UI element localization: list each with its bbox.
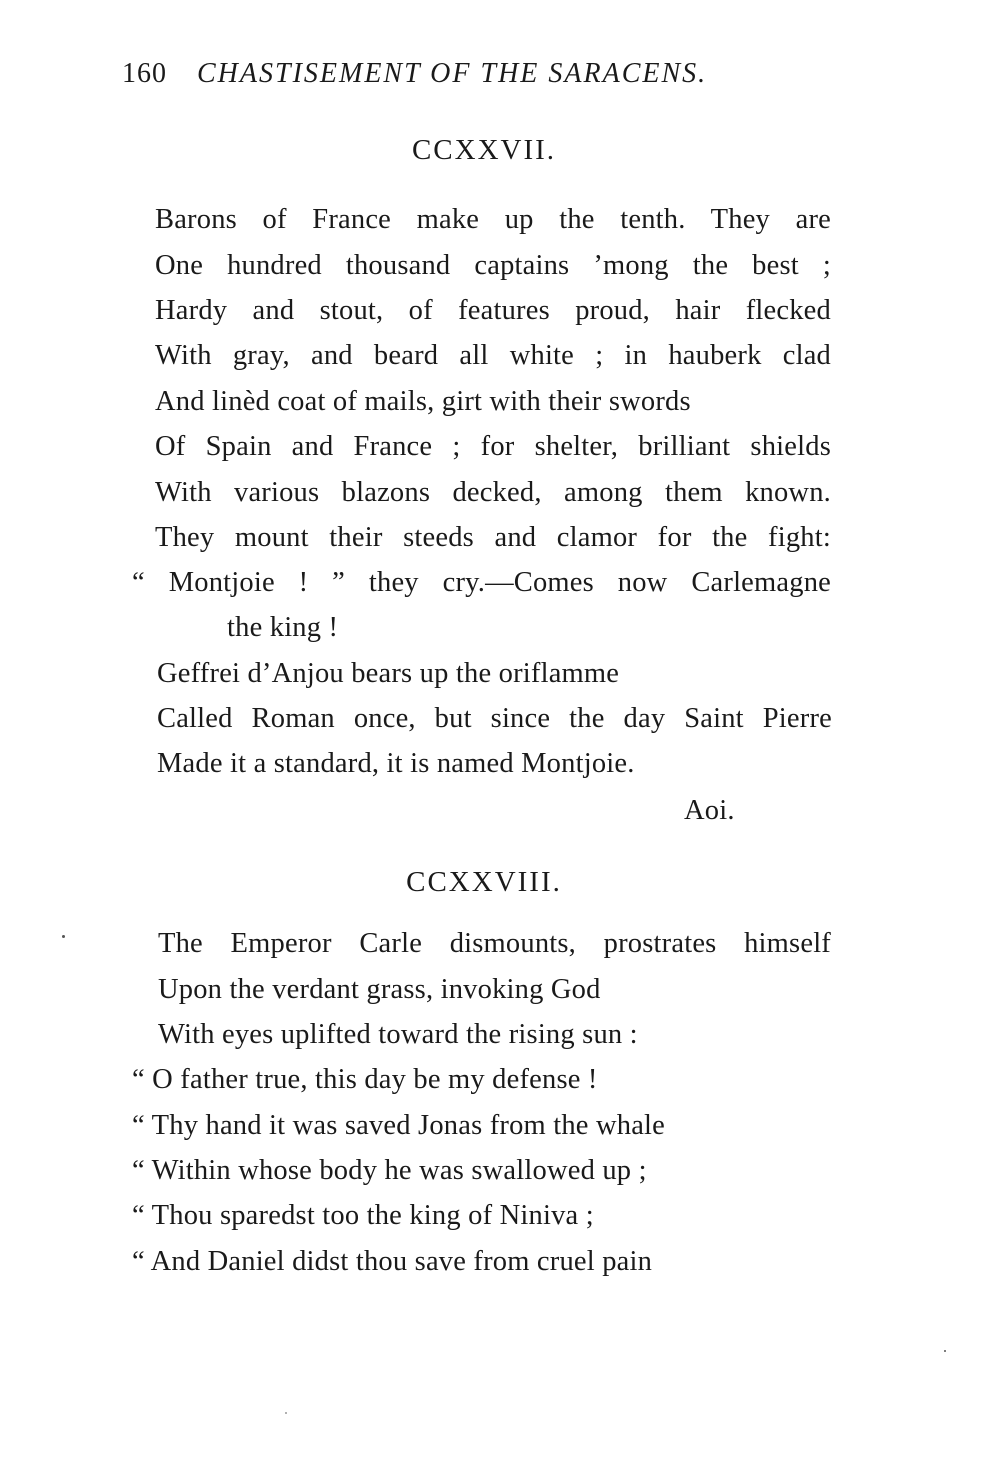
verse-line: Upon the verdant grass, invoking God: [158, 974, 601, 1005]
section-heading-ccxxvii: CCXXVII.: [411, 134, 557, 166]
verse-line: “ Montjoie ! ” they cry.—Comes now Carlemagne: [132, 567, 831, 598]
verse-line: And linèd coat of mails, girt with their swords: [155, 386, 691, 417]
verse-line: The Emperor Carle dismounts, prostrates himself: [158, 928, 831, 959]
verse-line: With various blazons decked, among them known.: [155, 477, 831, 508]
scan-speck: [285, 1412, 287, 1414]
scan-speck: [62, 935, 65, 938]
verse-line: With gray, and beard all white ; in hauberk clad: [155, 340, 831, 371]
scan-speck: [944, 1350, 946, 1352]
verse-line: Barons of France make up the tenth. They are: [155, 204, 831, 235]
verse-line: “ Thy hand it was saved Jonas from the whale: [132, 1110, 666, 1141]
verse-line: Called Roman once, but since the day Saint Pierre: [157, 703, 832, 734]
verse-line: “ Within whose body he was swallowed up ;: [132, 1155, 647, 1186]
verse-line: Geffrei d’Anjou bears up the oriflamme: [157, 658, 620, 689]
verse-line: Of Spain and France ; for shelter, brilliant shields: [155, 431, 831, 462]
running-title: CHASTISEMENT OF THE SARACENS.: [197, 58, 708, 89]
refrain: Aoi.: [684, 795, 735, 826]
verse-line: With eyes uplifted toward the rising sun :: [158, 1019, 638, 1050]
verse-line: Made it a standard, it is named Montjoie.: [157, 748, 635, 779]
verse-line: One hundred thousand captains ’mong the best ;: [155, 250, 831, 281]
verse-line: Hardy and stout, of features proud, hair flecked: [155, 295, 831, 326]
verse-line-continuation: the king !: [227, 612, 339, 643]
verse-line: “ And Daniel didst thou save from cruel pain: [132, 1246, 653, 1277]
page-number: 160: [122, 58, 167, 89]
verse-line: “ O father true, this day be my defense !: [132, 1064, 598, 1095]
verse-line: “ Thou sparedst too the king of Niniva ;: [132, 1200, 594, 1231]
running-head: [122, 58, 707, 90]
verse-line: They mount their steeds and clamor for the fight:: [155, 522, 831, 553]
section-heading-ccxxviii: CCXXVIII.: [406, 866, 562, 898]
